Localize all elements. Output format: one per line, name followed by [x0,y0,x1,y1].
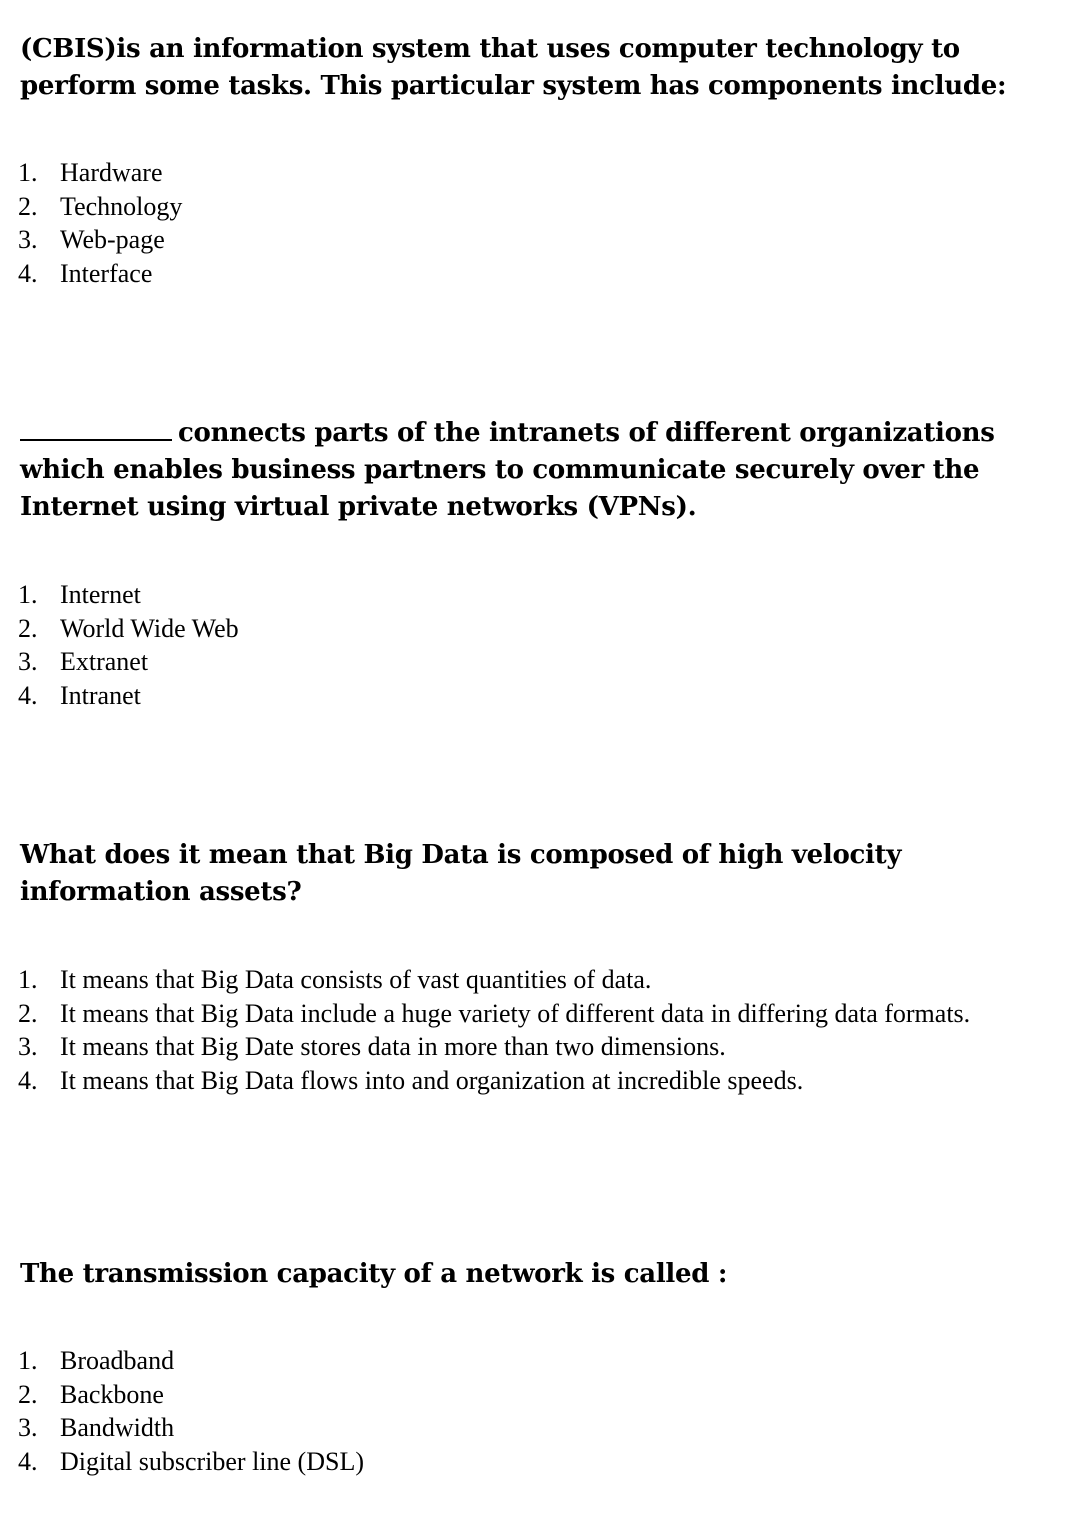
option-number: 2. [18,613,38,643]
option-text: Digital subscriber line (DSL) [60,1447,364,1477]
option-text: Backbone [60,1379,164,1409]
option-item [0,612,1050,646]
option-item [0,156,1050,190]
option-text: Web-page [60,225,165,255]
option-number: 3. [18,1032,38,1062]
option-number: 4. [18,1447,38,1477]
option-item [0,1411,1050,1445]
question-4-options [0,1344,1050,1479]
option-number: 4. [18,259,38,289]
option-number: 1. [18,1346,38,1375]
option-item [0,997,1050,1031]
option-text: It means that Big Data include a huge variety of different data in differing data formats. [60,998,971,1028]
option-text: World Wide Web [60,613,239,643]
question-2-prompt-text: connects parts of the intranets of different organizations which enables business partners to communicate securely over the Internet using virtual private networks (VPNs). [20,418,995,522]
option-text: It means that Big Data consists of vast quantities of data. [60,965,652,994]
option-item [0,679,1050,713]
option-number: 1. [18,580,38,609]
question-3-prompt: What does it mean that Big Data is composed of high velocity information assets? [20,840,902,907]
option-text: Internet [60,580,141,609]
option-number: 1. [18,965,38,994]
option-number: 2. [18,191,38,221]
option-text: It means that Big Data flows into and organization at incredible speeds. [60,1066,804,1096]
option-text: Extranet [60,647,149,677]
option-number: 3. [18,225,38,255]
option-item [0,645,1050,679]
option-text: Bandwidth [60,1413,175,1443]
option-text: It means that Big Date stores data in more than two dimensions. [60,1032,726,1062]
option-item [0,1344,1050,1378]
option-text: Hardware [60,158,163,187]
question-1-options [0,156,1050,291]
option-item [0,1445,1050,1479]
option-number: 3. [18,647,38,677]
option-number: 2. [18,1379,38,1409]
option-number: 2. [18,998,38,1028]
question-1-prompt: (CBIS)is an information system that uses computer technology to perform some tasks. This particular system has components include: [20,34,1007,101]
fill-in-blank [20,419,172,441]
option-item [0,1378,1050,1412]
option-text: Broadband [60,1346,175,1375]
question-2-options [0,578,1050,713]
option-item [0,963,1050,997]
option-item [0,223,1050,257]
question-2-prompt [20,415,1060,526]
option-text: Technology [60,191,183,221]
option-number: 4. [18,681,38,711]
option-item [0,1064,1050,1098]
option-item [0,190,1050,224]
option-number: 3. [18,1413,38,1443]
option-text: Intranet [60,681,141,711]
option-item [0,1030,1050,1064]
option-number: 4. [18,1066,38,1096]
question-3-options [0,963,1050,1098]
option-item [0,578,1050,612]
question-4-prompt: The transmission capacity of a network is called : [20,1259,728,1289]
option-number: 1. [18,158,38,187]
option-text: Interface [60,259,153,289]
option-item [0,257,1050,291]
